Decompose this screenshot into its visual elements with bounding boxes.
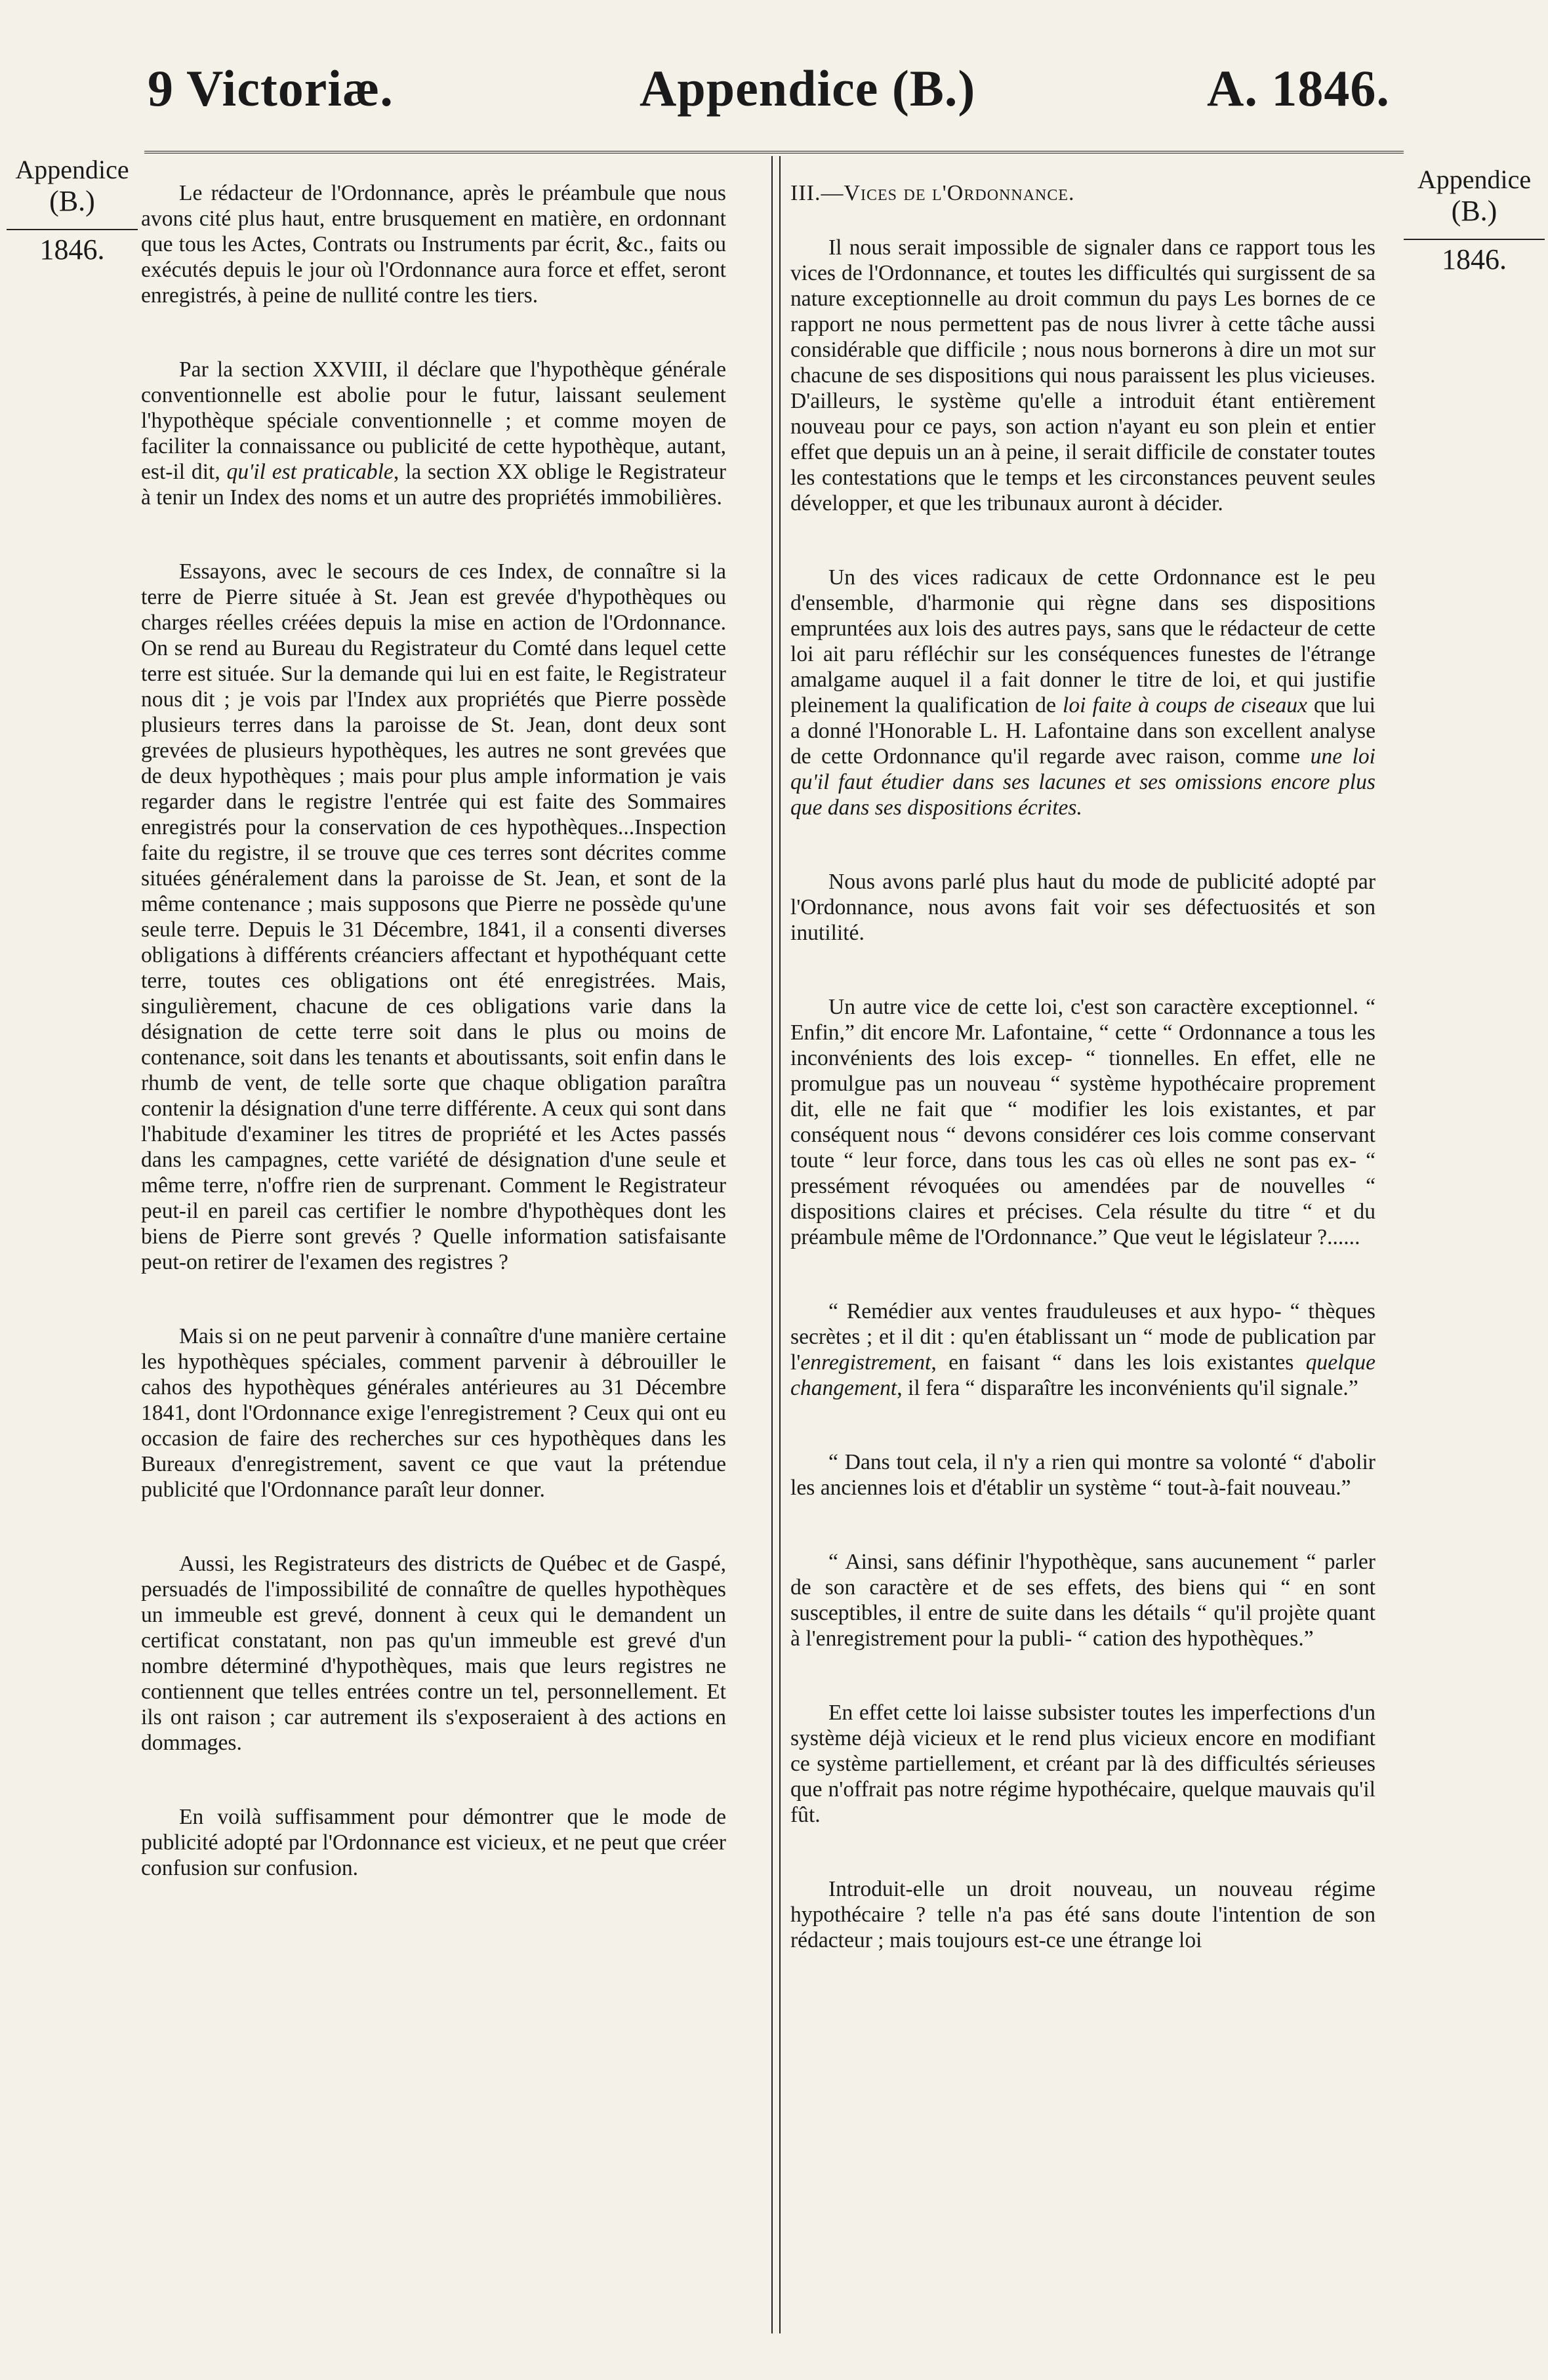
header-year: A. 1846. xyxy=(1207,60,1390,117)
left-column xyxy=(141,180,726,1929)
paragraph: Nous avons parlé plus haut du mode de publicité adopté par l'Ordonnance, nous avons fait voir ses défectuosités et son inutilité. xyxy=(790,870,1375,945)
paragraph: Un autre vice de cette loi, c'est son caractère exceptionnel. “ Enfin,” dit encore Mr. Lafontaine, “ cette “ Ordonnance a tous les inconvénients des lois excep- “ tionnelles. En effet, elle ne promulgue pas un nouveau “ système hypothécaire proprement dit, elle ne fait que “ modifier les lois existantes, et par conséquent nous “ devons considérer ces lois comme conservant toute “ leur force, dans tous les cas où elles ne sont pas ex- “ pressément révoquées ou amendées par de nouvelles “ dispositions claires et précises. Cela résulte du titre “ et du préambule même de l'Ordonnance.” Que veut le législateur ?...... xyxy=(790,995,1375,1249)
margin-label: Appendice xyxy=(1417,165,1532,194)
paragraph: En effet cette loi laisse subsister toutes les imperfections d'un système déjà vicieux et le rend plus vicieux encore en modifiant ce système partiellement, et créant par là des difficultés sérieuses que n'offrait pas notre régime hypothécaire, quelque mauvais qu'il fût. xyxy=(790,1701,1375,1827)
paragraph: Aussi, les Registrateurs des districts de Québec et de Gaspé, persuadés de l'impossibilité de connaître de quelles hypothèques un immeuble est grevé, donnent à ceux qui le demandent un certificat constatant, non pas qu'un immeuble est grevé d'un nombre déterminé d'hypothèques, mais que leurs registres ne contiennent que telles entrées contre un tel, personnellement. Et ils ont raison ; car autrement ils s'exposeraient à des actions en dommages. xyxy=(141,1552,726,1755)
margin-year: 1846. xyxy=(1404,239,1545,275)
paragraph: En voilà suffisamment pour démontrer que le mode de publicité adopté par l'Ordonnance est vicieux, et ne peut que créer confusion sur confusion. xyxy=(141,1805,726,1880)
paragraph: “ Remédier aux ventes frauduleuses et aux hypo- “ thèques secrètes ; et il dit : qu'en établissant un “ mode de publication par l'enregistrement, en faisant “ dans les lois existantes quelque changement, il fera “ disparaître les inconvénients qu'il signale.” xyxy=(790,1299,1375,1400)
header-session: 9 Victoriæ. xyxy=(148,60,394,117)
header-rule xyxy=(144,151,1404,153)
paragraph: Par la section XXVIII, il déclare que l'hypothèque générale conventionnelle est abolie pour le futur, laissant seulement l'hypothèque spéciale conventionnelle ; et comme moyen de faciliter la connaissance ou publicité de cette hypothèque, autant, est-il dit, qu'il est praticable, la section XX oblige le Registrateur à tenir un Index des noms et un autre des propriétés immobilières. xyxy=(141,357,726,510)
paragraph: Il nous serait impossible de signaler dans ce rapport tous les vices de l'Ordonnance, et toutes les difficultés qui surgissent de sa nature exceptionnelle au droit commun du pays Les bornes de ce rapport ne nous permettent pas de nous livrer à cette tâche aussi considérable que difficile ; nous nous bornerons à dire un mot sur chacune de ses dispositions qui nous paraissent les plus vicieuses. D'ailleurs, le système qu'elle a introduit étant entièrement nouveau pour ce pays, son action n'ayant eu son plein et entier effet que depuis un an à peine, il serait difficile de constater toutes les contestations que le temps et les circonstances peuvent seules développer, et que les tribunaux auront à décider. xyxy=(790,235,1375,515)
margin-label: Appendice xyxy=(15,155,129,184)
margin-bracket: (B.) xyxy=(49,185,95,217)
header-title: Appendice (B.) xyxy=(640,60,976,117)
margin-note-right xyxy=(1404,164,1545,275)
column-divider xyxy=(771,156,781,2333)
page-header xyxy=(0,59,1548,131)
paragraph: Mais si on ne peut parvenir à connaître d'une manière certaine les hypothèques spéciales, comment parvenir à débrouiller le cahos des hypothèques générales antérieures au 31 Décembre 1841, dont l'Ordonnance exige l'enregistrement ? Ceux qui ont eu occasion de faire des recherches sur ces hypothèques dans les Bureaux d'enregistrement, savent ce que vaut la prétendue publicité que l'Ordonnance paraît leur donner. xyxy=(141,1324,726,1502)
paragraph: Un des vices radicaux de cette Ordonnance est le peu d'ensemble, d'harmonie qui règne dans ses dispositions empruntées aux lois des autres pays, sans que le rédacteur de cette loi ait paru réfléchir sur les conséquences funestes de l'étrange amalgame auquel il a fait donner le titre de loi, et qui justifie pleinement la qualification de loi faite à coups de ciseaux que lui a donné l'Honorable L. H. Lafontaine dans son excellent analyse de cette Ordonnance qu'il regarde avec raison, comme une loi qu'il faut étudier dans ses lacunes et ses omissions encore plus que dans ses dispositions écrites. xyxy=(790,565,1376,820)
margin-year: 1846. xyxy=(7,229,138,266)
section-heading: III.—Vices de l'Ordonnance. xyxy=(790,181,1075,205)
margin-bracket: (B.) xyxy=(1451,195,1497,227)
paragraph: Introduit-elle un droit nouveau, un nouveau régime hypothécaire ? telle n'a pas été sans doute l'intention de son rédacteur ; mais toujours est-ce une étrange loi xyxy=(790,1877,1375,1952)
paragraph: “ Dans tout cela, il n'y a rien qui montre sa volonté “ d'abolir les anciennes lois et d'établir un système “ tout-à-fait nouveau.” xyxy=(790,1450,1375,1500)
paragraph: Le rédacteur de l'Ordonnance, après le préambule que nous avons cité plus haut, entre brusquement en matière, en ordonnant que tous les Actes, Contrats ou Instruments par écrit, &c., faits ou exécutés depuis le jour où l'Ordonnance aura force et effet, seront enregistrés, à peine de nullité contre les tiers. xyxy=(141,181,726,308)
right-column xyxy=(790,180,1375,2002)
paragraph: Essayons, avec le secours de ces Index, de connaître si la terre de Pierre située à St. Jean est grevée d'hypothèques ou charges réelles créées depuis la mise en action de l'Ordonnance. On se rend au Bureau du Registrateur du Comté dans lequel cette terre est située. Sur la demande qui lui en est faite, le Registrateur nous dit ; je vois par l'Index aux propriétés que Pierre possède plusieurs terres dans la paroisse de St. Jean, dont deux sont grevées de plusieurs hypothèques, les autres ne sont grevées que de deux hypothèques ; mais pour plus ample information je vais regarder dans le registre l'entrée qui est faite des Sommaires enregistrés pour la conservation de ces hypothèques...Inspection faite du registre, il se trouve que ces terres sont décrites comme situées généralement dans la paroisse de St. Jean, et sont de la même contenance ; mais supposons que Pierre ne possède qu'une seule terre. Depuis le 31 Décembre, 1841, il a consenti diverses obligations à différents créanciers affectant et hypothéquant cette terre, toutes ces obligations ont été enregistrées. Mais, singulièrement, chacune de ces obligations varie dans la désignation de cette terre soit dans le plus ou moins de contenance, soit dans les tenants et aboutissants, soit enfin dans le rhumb de vent, de telle sorte que chaque obligation paraîtra contenir la désignation d'une terre différente. A ceux qui sont dans l'habitude d'examiner les titres de propriété et les Actes passés dans les campagnes, cette variété de désignation d'une seule et même terre, n'offre rien de surprenant. Comment le Registrateur peut-il en pareil cas certifier le nombre d'hypothèques dont les biens de Pierre sont grevés ? Quelle information satisfaisante peut-on retirer de l'examen des registres ? xyxy=(141,559,726,1274)
margin-note-left xyxy=(7,154,138,266)
paragraph: “ Ainsi, sans définir l'hypothèque, sans aucunement “ parler de son caractère et de ses effets, des biens qui “ en sont susceptibles, il entre de suite dans les détails “ qu'il projète quant à l'enregistrement pour la publi- “ cation des hypothèques.” xyxy=(790,1550,1375,1651)
